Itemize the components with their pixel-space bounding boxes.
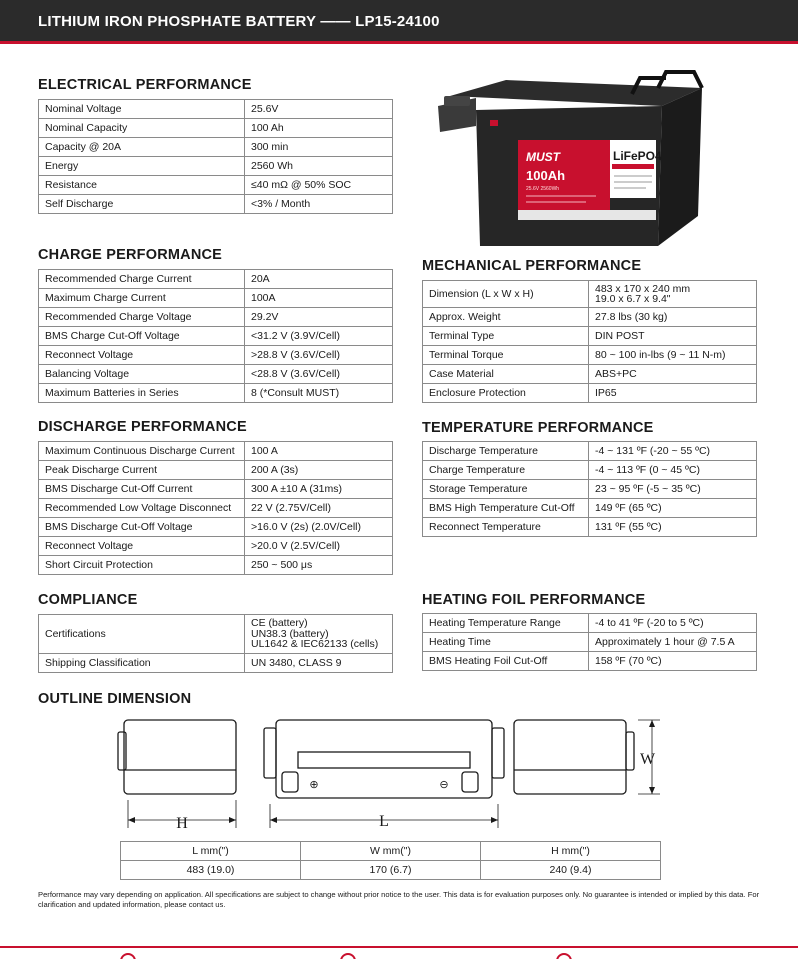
table-row (39, 100, 393, 119)
spec-label: Storage Temperature (423, 480, 589, 499)
spec-value: 149 ºF (65 ºC) (589, 499, 757, 518)
spec-label: Maximum Charge Current (39, 289, 245, 308)
spec-value: 20A (245, 270, 393, 289)
spec-value: 29.2V (245, 308, 393, 327)
electrical-section-title: ELECTRICAL PERFORMANCE (38, 77, 252, 93)
table-row (39, 195, 393, 214)
spec-label: Resistance (39, 176, 245, 195)
spec-label: Recommended Charge Current (39, 270, 245, 289)
spec-value: IP65 (589, 384, 757, 403)
table-row (39, 480, 393, 499)
certification-item: UL1642 & IEC62133 (cells) (251, 638, 379, 651)
charge-section-title: CHARGE PERFORMANCE (38, 247, 223, 263)
spec-value: >20.0 V (2.5V/Cell) (245, 537, 393, 556)
spec-label: Case Material (423, 365, 589, 384)
spec-value: Approximately 1 hour @ 7.5 A (589, 633, 757, 652)
spec-value: DIN POST (589, 327, 757, 346)
spec-label: Recommended Charge Voltage (39, 308, 245, 327)
spec-label: BMS Heating Foil Cut-Off (423, 652, 589, 671)
spec-value: 2560 Wh (245, 157, 393, 176)
table-row (39, 537, 393, 556)
battery-product-image (436, 66, 712, 256)
table-row (423, 308, 757, 327)
terminal-left (282, 772, 298, 792)
arrow-icon (229, 817, 236, 823)
battery-top (450, 80, 702, 106)
spec-label: Nominal Voltage (39, 100, 245, 119)
spec-value: -4 ~ 131 ºF (-20 ~ 55 ºC) (589, 442, 757, 461)
spec-value: 131 ºF (55 ºC) (589, 518, 757, 537)
side-view-left (124, 720, 236, 794)
spec-label: Charge Temperature (423, 461, 589, 480)
spec-value: 100 Ah (245, 119, 393, 138)
spec-value: >16.0 V (2s) (2.0V/Cell) (245, 518, 393, 537)
spec-value: <3% / Month (245, 195, 393, 214)
spec-label: Reconnect Temperature (423, 518, 589, 537)
column-header-w: W mm(") (301, 842, 481, 861)
spec-value: 25.6V (245, 100, 393, 119)
table-row (39, 499, 393, 518)
footer-circle-icon (340, 953, 356, 959)
spec-value: 200 A (3s) (245, 461, 393, 480)
spec-label: Reconnect Voltage (39, 537, 245, 556)
table-row (39, 442, 393, 461)
spec-value: 300 min (245, 138, 393, 157)
disclaimer-text: Performance may vary depending on application. All specifications are subject to change without prior notice to the user. This data is for evaluation purposes only. No guarantee is intended or implied by this data. For clarification and updated information, please contact us. (38, 890, 760, 909)
red-terminal-icon (490, 120, 498, 126)
shipping-value: UN 3480, CLASS 9 (245, 654, 393, 673)
spec-label: Self Discharge (39, 195, 245, 214)
value-h: 240 (9.4) (481, 861, 661, 880)
spec-value: 158 ºF (70 ºC) (589, 652, 757, 671)
minus-terminal-icon: ⊖ (439, 779, 449, 791)
spec-label: Reconnect Voltage (39, 346, 245, 365)
spec-label: BMS Discharge Cut-Off Voltage (39, 518, 245, 537)
spec-value: <28.8 V (3.6V/Cell) (245, 365, 393, 384)
table-row (423, 518, 757, 537)
front-view (276, 720, 492, 798)
spec-label: BMS High Temperature Cut-Off (423, 499, 589, 518)
footer-circle-icon (120, 953, 136, 959)
spec-label: Balancing Voltage (39, 365, 245, 384)
certifications-value (245, 615, 393, 654)
side-view-right-handle (626, 732, 634, 770)
spec-label: BMS Discharge Cut-Off Current (39, 480, 245, 499)
spec-line-text: 25.6V 2560Wh (526, 186, 560, 192)
heating-section-title: HEATING FOIL PERFORMANCE (422, 592, 646, 608)
chemistry-text: LiFePO4 (613, 149, 662, 163)
table-row (39, 518, 393, 537)
table-row (423, 461, 757, 480)
table-row (39, 327, 393, 346)
table-row (39, 289, 393, 308)
spec-label: Terminal Torque (423, 346, 589, 365)
battery-side (658, 88, 702, 246)
header-bar (0, 0, 798, 44)
table-row (423, 281, 757, 308)
document-title: LITHIUM IRON PHOSPHATE BATTERY —— LP15-24100 (38, 13, 440, 30)
certification-item: UN38.3 (battery) (251, 627, 329, 640)
spec-label: Nominal Capacity (39, 119, 245, 138)
front-view-right-handle (492, 728, 504, 778)
spec-label: Maximum Continuous Discharge Current (39, 442, 245, 461)
heating-table (422, 613, 757, 671)
spec-value: 27.8 lbs (30 kg) (589, 308, 757, 327)
dimension-label: Dimension (L x W x H) (423, 281, 589, 308)
certifications-label: Certifications (39, 615, 245, 654)
spec-label: Capacity @ 20A (39, 138, 245, 157)
spec-value: ABS+PC (589, 365, 757, 384)
column-header-l: L mm(") (121, 842, 301, 861)
certification-item: CE (battery) (251, 617, 308, 630)
arrow-icon (270, 817, 277, 823)
table-row (423, 480, 757, 499)
plus-terminal-icon: ⊕ (309, 779, 319, 791)
compliance-table (38, 614, 393, 673)
table-row (423, 346, 757, 365)
table-row (39, 461, 393, 480)
charge-table (38, 269, 393, 403)
side-view-right (514, 720, 626, 794)
terminal-right (462, 772, 478, 792)
front-view-left-handle (264, 728, 276, 778)
spec-value: 22 V (2.75V/Cell) (245, 499, 393, 518)
temperature-table (422, 441, 757, 537)
spec-value: 250 ~ 500 μs (245, 556, 393, 575)
spec-label: BMS Charge Cut-Off Voltage (39, 327, 245, 346)
outline-dimension-table (120, 841, 661, 880)
w-label: W (640, 751, 656, 768)
spec-value: 80 ~ 100 in-lbs (9 ~ 11 N-m) (589, 346, 757, 365)
table-row (423, 652, 757, 671)
table-row (39, 157, 393, 176)
table-row (423, 499, 757, 518)
footer-circle-icon (556, 953, 572, 959)
spec-label: Recommended Low Voltage Disconnect (39, 499, 245, 518)
table-row (423, 365, 757, 384)
table-row (39, 384, 393, 403)
table-row (39, 176, 393, 195)
column-header-h: H mm(") (481, 842, 661, 861)
compliance-section-title: COMPLIANCE (38, 592, 138, 608)
dimension-imperial: 19.0 x 6.7 x 9.4" (595, 293, 671, 305)
footer-divider (0, 946, 798, 948)
table-row (39, 138, 393, 157)
temperature-section-title: TEMPERATURE PERFORMANCE (422, 420, 654, 436)
table-row (423, 614, 757, 633)
l-label: L (379, 813, 389, 830)
spec-value: 100A (245, 289, 393, 308)
table-row (423, 633, 757, 652)
spec-value: 8 (*Consult MUST) (245, 384, 393, 403)
dimension-metric: 483 x 170 x 240 mm (595, 282, 691, 295)
value-w: 170 (6.7) (301, 861, 481, 880)
spec-value: 300 A ±10 A (31ms) (245, 480, 393, 499)
mechanical-section-title: MECHANICAL PERFORMANCE (422, 258, 642, 274)
arrow-icon (649, 787, 655, 794)
outline-dimension-drawing (38, 716, 760, 836)
electrical-table (38, 99, 393, 214)
spec-label: Short Circuit Protection (39, 556, 245, 575)
side-view-left-handle (118, 732, 126, 770)
spec-value: 100 A (245, 442, 393, 461)
table-row (423, 327, 757, 346)
spec-value: -4 ~ 113 ºF (0 ~ 45 ºC) (589, 461, 757, 480)
spec-value: -4 to 41 ºF (-20 to 5 ºC) (589, 614, 757, 633)
bottom-label (518, 210, 656, 220)
arrow-icon (128, 817, 135, 823)
table-row (39, 308, 393, 327)
chemistry-stripe (612, 164, 654, 169)
table-row (423, 442, 757, 461)
table-row (39, 346, 393, 365)
discharge-section-title: DISCHARGE PERFORMANCE (38, 419, 247, 435)
value-l: 483 (19.0) (121, 861, 301, 880)
brand-text: MUST (526, 150, 560, 164)
table-header-row (121, 842, 661, 861)
table-row (39, 556, 393, 575)
mechanical-table (422, 280, 757, 403)
arrow-icon (649, 720, 655, 727)
front-view-label-area (298, 752, 470, 768)
outline-section-title: OUTLINE DIMENSION (38, 691, 192, 707)
spec-label: Peak Discharge Current (39, 461, 245, 480)
spec-label: Terminal Type (423, 327, 589, 346)
shipping-label: Shipping Classification (39, 654, 245, 673)
discharge-table (38, 441, 393, 575)
spec-value: >28.8 V (3.6V/Cell) (245, 346, 393, 365)
table-row (39, 270, 393, 289)
capacity-text: 100Ah (526, 168, 566, 183)
spec-value: <31.2 V (3.9V/Cell) (245, 327, 393, 346)
spec-label: Energy (39, 157, 245, 176)
h-label: H (176, 815, 188, 832)
table-row (39, 119, 393, 138)
terminal-block-icon (444, 96, 470, 106)
spec-label: Maximum Batteries in Series (39, 384, 245, 403)
spec-label: Heating Time (423, 633, 589, 652)
table-row (39, 615, 393, 654)
spec-value: 23 ~ 95 ºF (-5 ~ 35 ºC) (589, 480, 757, 499)
table-row (39, 654, 393, 673)
spec-label: Approx. Weight (423, 308, 589, 327)
spec-label: Heating Temperature Range (423, 614, 589, 633)
spec-value: ≤40 mΩ @ 50% SOC (245, 176, 393, 195)
dimension-value (589, 281, 757, 308)
table-row (423, 384, 757, 403)
table-row (121, 861, 661, 880)
spec-label: Discharge Temperature (423, 442, 589, 461)
arrow-icon (491, 817, 498, 823)
spec-label: Enclosure Protection (423, 384, 589, 403)
table-row (39, 365, 393, 384)
